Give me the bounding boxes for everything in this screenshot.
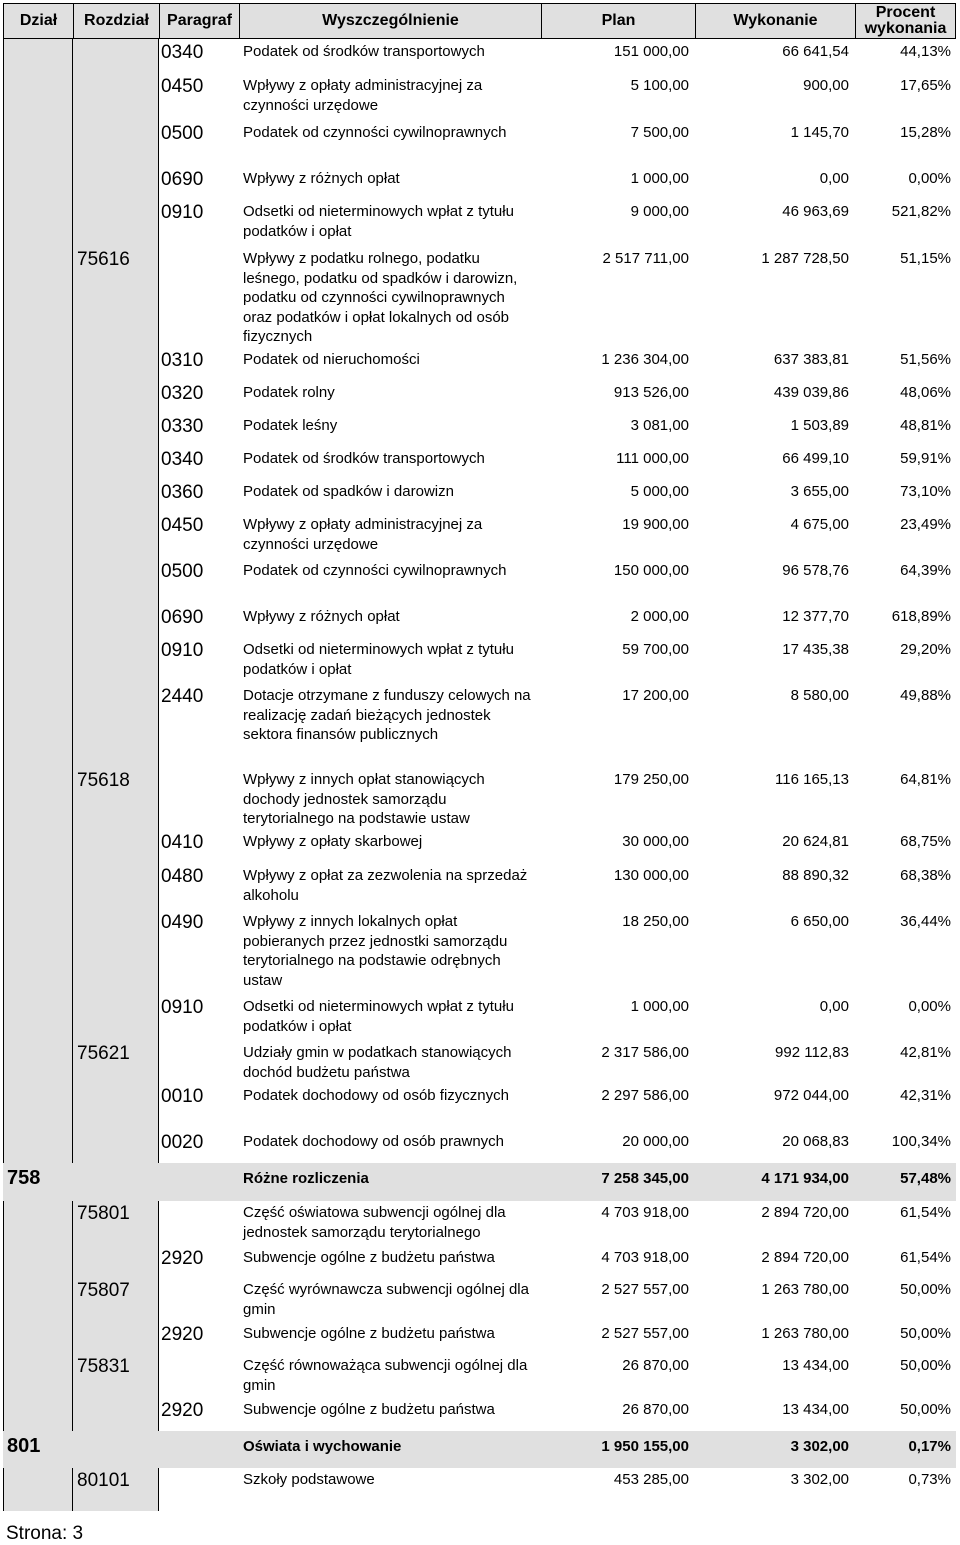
row-procent: 0,00% (908, 170, 951, 187)
paragraf-code: 0910 (161, 997, 204, 1018)
row-wykonanie: 20 624,81 (782, 833, 849, 850)
row-procent: 64,39% (900, 562, 951, 579)
row-procent: 51,15% (900, 250, 951, 267)
row-wykonanie: 3 302,00 (790, 1438, 849, 1455)
row-description: Podatek od czynności cywilnoprawnych (243, 562, 507, 579)
header-rozdzial: Rozdział (74, 4, 160, 38)
row-description: Subwencje ogólne z budżetu państwa (243, 1325, 495, 1342)
row-wykonanie: 3 302,00 (790, 1471, 849, 1488)
table-row (159, 121, 956, 167)
table-row (159, 480, 956, 513)
row-description: Wpływy z opłaty administracyjnej za czynności urzędowe (243, 516, 483, 553)
row-description: Podatek od czynności cywilnoprawnych (243, 124, 507, 141)
row-wykonanie: 8 580,00 (790, 687, 849, 704)
rozdzial-code: 75831 (77, 1356, 130, 1377)
row-procent: 48,06% (900, 384, 951, 401)
row-description: Podatek dochodowy od osób fizycznych (243, 1087, 509, 1104)
row-procent: 42,31% (900, 1087, 951, 1104)
row-procent: 48,81% (900, 417, 951, 434)
table-row (159, 447, 956, 480)
row-description: Szkoły podstawowe (243, 1471, 375, 1488)
row-description: Odsetki od nieterminowych wpłat z tytułu podatków i opłat (243, 641, 514, 678)
row-procent: 57,48% (900, 1170, 951, 1187)
row-plan: 20 000,00 (622, 1133, 689, 1150)
row-wykonanie: 0,00 (819, 170, 849, 187)
row-description: Podatek od środków transportowych (243, 43, 485, 60)
row-description: Część równoważąca subwencji ogólnej dla gmin (243, 1357, 528, 1394)
row-description: Wpływy z opłaty administracyjnej za czynności urzędowe (243, 77, 483, 114)
row-description: Część oświatowa subwencji ogólnej dla jednostek samorządu terytorialnego (243, 1204, 506, 1241)
header-plan: Plan (542, 4, 696, 38)
row-plan: 179 250,00 (613, 771, 689, 788)
table-row (77, 247, 956, 348)
row-plan: 4 703 918,00 (601, 1204, 689, 1221)
table-row (159, 605, 956, 638)
row-description: Różne rozliczenia (243, 1170, 369, 1187)
row-plan: 1 236 304,00 (601, 351, 689, 368)
paragraf-code: 0360 (161, 482, 204, 503)
paragraf-code: 0690 (161, 169, 204, 190)
table-row (159, 910, 956, 995)
table-row (159, 1084, 956, 1130)
row-plan: 913 526,00 (613, 384, 689, 401)
row-procent: 29,20% (900, 641, 951, 658)
row-description: Subwencje ogólne z budżetu państwa (243, 1401, 495, 1418)
row-procent: 17,65% (900, 77, 951, 94)
row-plan: 4 703 918,00 (601, 1249, 689, 1266)
row-plan: 5 000,00 (630, 483, 689, 500)
row-wykonanie: 2 894 720,00 (761, 1204, 849, 1221)
row-description: Podatek dochodowy od osób prawnych (243, 1133, 505, 1150)
paragraf-code: 0910 (161, 640, 204, 661)
row-description: Wpływy z opłat za zezwolenia na sprzedaż alkoholu (243, 867, 528, 904)
row-wykonanie: 992 112,83 (775, 1044, 849, 1061)
row-wykonanie: 66 499,10 (782, 450, 849, 467)
row-description: Podatek od nieruchomości (243, 351, 420, 368)
row-wykonanie: 1 503,89 (790, 417, 849, 434)
row-procent: 0,00% (908, 998, 951, 1015)
row-procent: 59,91% (900, 450, 951, 467)
row-plan: 19 900,00 (622, 516, 689, 533)
row-plan: 151 000,00 (613, 43, 689, 60)
paragraf-code: 0330 (161, 416, 204, 437)
table-row (159, 40, 956, 74)
row-procent: 49,88% (900, 687, 951, 704)
row-wykonanie: 4 171 934,00 (761, 1170, 849, 1187)
row-description: Oświata i wychowanie (243, 1438, 402, 1455)
table-row (77, 1201, 956, 1246)
row-description: Podatek od środków transportowych (243, 450, 485, 467)
row-wykonanie: 900,00 (803, 77, 849, 94)
row-plan: 59 700,00 (622, 641, 689, 658)
row-procent: 68,75% (900, 833, 951, 850)
footer-page-number: 3 (72, 1523, 84, 1544)
paragraf-code: 0320 (161, 383, 204, 404)
row-procent: 68,38% (900, 867, 951, 884)
row-description: Udziały gmin w podatkach stanowiących dochód budżetu państwa (243, 1044, 512, 1081)
table-row (159, 638, 956, 684)
table-row (3, 1163, 956, 1201)
row-description: Część wyrównawcza subwencji ogólnej dla gmin (243, 1281, 529, 1318)
header-wykonanie: Wykonanie (696, 4, 856, 38)
paragraf-code: 0450 (161, 76, 204, 97)
rozdzial-code: 75801 (77, 1203, 130, 1224)
table-row (159, 167, 956, 200)
row-wykonanie: 13 434,00 (782, 1401, 849, 1418)
row-wykonanie: 1 145,70 (790, 124, 849, 141)
footer-label: Strona: (6, 1523, 68, 1544)
row-wykonanie: 88 890,32 (782, 867, 849, 884)
row-description: Odsetki od nieterminowych wpłat z tytułu podatków i opłat (243, 998, 514, 1035)
row-wykonanie: 4 675,00 (790, 516, 849, 533)
table-row (77, 768, 956, 830)
table-row (159, 381, 956, 414)
row-plan: 26 870,00 (622, 1357, 689, 1374)
row-wykonanie: 3 655,00 (790, 483, 849, 500)
table-row (159, 513, 956, 559)
row-plan: 130 000,00 (613, 867, 689, 884)
paragraf-code: 0500 (161, 123, 204, 144)
row-wykonanie: 116 165,13 (775, 771, 849, 788)
row-description: Podatek od spadków i darowizn (243, 483, 454, 500)
row-procent: 36,44% (900, 913, 951, 930)
row-wykonanie: 66 641,54 (782, 43, 849, 60)
row-wykonanie: 20 068,83 (782, 1133, 849, 1150)
row-wykonanie: 2 894 720,00 (761, 1249, 849, 1266)
row-description: Wpływy z innych opłat stanowiących dochody jednostek samorządu terytorialnego na podstawie ustaw (243, 771, 485, 827)
table-row (159, 995, 956, 1041)
table-row (77, 1041, 956, 1084)
header-paragraf: Paragraf (160, 4, 240, 38)
page-footer (6, 1523, 83, 1545)
row-description: Dotacje otrzymane z funduszy celowych na realizację zadań bieżących jednostek sektora finansów publicznych (243, 687, 531, 743)
row-plan: 18 250,00 (622, 913, 689, 930)
row-procent: 50,00% (900, 1357, 951, 1374)
row-plan: 150 000,00 (613, 562, 689, 579)
row-description: Podatek leśny (243, 417, 338, 434)
table-row (159, 414, 956, 447)
header-procent: Procent wykonania (864, 4, 947, 37)
row-procent: 618,89% (891, 608, 951, 625)
row-procent: 0,17% (908, 1438, 951, 1455)
table-row (159, 200, 956, 247)
row-description: Odsetki od nieterminowych wpłat z tytułu podatków i opłat (243, 203, 514, 240)
paragraf-code: 0500 (161, 561, 204, 582)
row-plan: 453 285,00 (613, 1471, 689, 1488)
row-procent: 64,81% (900, 771, 951, 788)
row-procent: 50,00% (900, 1325, 951, 1342)
row-wykonanie: 439 039,86 (773, 384, 849, 401)
row-plan: 111 000,00 (616, 450, 689, 467)
row-plan: 7 500,00 (630, 124, 689, 141)
paragraf-code: 0490 (161, 912, 204, 933)
row-plan: 3 081,00 (630, 417, 689, 434)
row-wykonanie: 46 963,69 (782, 203, 849, 220)
row-procent: 73,10% (900, 483, 951, 500)
paragraf-code: 0910 (161, 202, 204, 223)
table-row (159, 1246, 956, 1278)
row-wykonanie: 1 263 780,00 (761, 1281, 849, 1298)
paragraf-code: 2440 (161, 686, 204, 707)
paragraf-code: 0450 (161, 515, 204, 536)
row-wykonanie: 17 435,38 (782, 641, 849, 658)
row-plan: 9 000,00 (630, 203, 689, 220)
row-procent: 61,54% (900, 1249, 951, 1266)
row-wykonanie: 637 383,81 (773, 351, 849, 368)
rozdzial-code: 75807 (77, 1280, 130, 1301)
rozdzial-code: 75621 (77, 1043, 130, 1064)
row-procent: 50,00% (900, 1281, 951, 1298)
row-plan: 7 258 345,00 (601, 1170, 689, 1187)
rozdzial-code: 75616 (77, 249, 130, 270)
paragraf-code: 0690 (161, 607, 204, 628)
row-wykonanie: 96 578,76 (782, 562, 849, 579)
table-row (159, 684, 956, 768)
paragraf-code: 0010 (161, 1086, 204, 1107)
row-wykonanie: 0,00 (819, 998, 849, 1015)
paragraf-code: 2920 (161, 1324, 204, 1345)
row-wykonanie: 1 263 780,00 (761, 1325, 849, 1342)
row-plan: 17 200,00 (622, 687, 689, 704)
row-plan: 1 000,00 (630, 998, 689, 1015)
row-procent: 50,00% (900, 1401, 951, 1418)
row-procent: 61,54% (900, 1204, 951, 1221)
row-wykonanie: 13 434,00 (782, 1357, 849, 1374)
row-description: Wpływy z innych lokalnych opłat pobieranych przez jednostki samorządu terytorialnego na podstawie odrębnych ustaw (243, 913, 508, 989)
row-procent: 15,28% (900, 124, 951, 141)
row-plan: 30 000,00 (622, 833, 689, 850)
row-plan: 1 950 155,00 (601, 1438, 689, 1455)
table-row (159, 74, 956, 121)
paragraf-code: 0340 (161, 42, 204, 63)
row-procent: 100,34% (891, 1133, 951, 1150)
table-row (159, 348, 956, 381)
row-description: Wpływy z podatku rolnego, podatku leśnego, podatku od spadków i darowizn, podatku od czynności cywilnoprawnych oraz podatków i opłat lokalnych od osób fizycznych (243, 250, 518, 345)
row-plan: 1 000,00 (630, 170, 689, 187)
dzial-code: 801 (7, 1435, 41, 1457)
table-row (77, 1278, 956, 1322)
dzial-code: 758 (7, 1167, 41, 1189)
row-procent: 0,73% (908, 1471, 951, 1488)
paragraf-code: 0340 (161, 449, 204, 470)
row-plan: 2 000,00 (630, 608, 689, 625)
dzial-column-band (3, 39, 73, 1511)
table-row (159, 559, 956, 605)
table-row (159, 830, 956, 864)
rozdzial-code: 75618 (77, 770, 130, 791)
paragraf-code: 0310 (161, 350, 204, 371)
table-header (3, 3, 956, 39)
row-plan: 2 527 557,00 (601, 1325, 689, 1342)
row-wykonanie: 972 044,00 (773, 1087, 849, 1104)
paragraf-code: 2920 (161, 1248, 204, 1269)
row-plan: 2 297 586,00 (601, 1087, 689, 1104)
row-wykonanie: 12 377,70 (782, 608, 849, 625)
row-description: Wpływy z opłaty skarbowej (243, 833, 423, 850)
table-row (159, 1322, 956, 1354)
row-plan: 2 517 711,00 (602, 250, 689, 267)
paragraf-code: 2920 (161, 1400, 204, 1421)
row-procent: 521,82% (891, 203, 951, 220)
row-wykonanie: 1 287 728,50 (761, 250, 849, 267)
table-row (3, 1431, 956, 1468)
row-plan: 2 317 586,00 (601, 1044, 689, 1061)
table-row (77, 1354, 956, 1398)
row-plan: 2 527 557,00 (601, 1281, 689, 1298)
table-row (159, 1398, 956, 1431)
paragraf-code: 0020 (161, 1132, 204, 1153)
row-description: Wpływy z różnych opłat (243, 608, 400, 625)
paragraf-code: 0410 (161, 832, 204, 853)
row-description: Podatek rolny (243, 384, 335, 401)
row-procent: 44,13% (900, 43, 951, 60)
header-wyszczegolnienie: Wyszczególnienie (240, 4, 542, 38)
row-procent: 42,81% (900, 1044, 951, 1061)
row-description: Subwencje ogólne z budżetu państwa (243, 1249, 495, 1266)
header-dzial: Dział (4, 4, 74, 38)
row-description: Wpływy z różnych opłat (243, 170, 400, 187)
row-plan: 5 100,00 (630, 77, 689, 94)
table-row (77, 1468, 956, 1508)
row-procent: 51,56% (900, 351, 951, 368)
row-procent: 23,49% (900, 516, 951, 533)
table-row (159, 1130, 956, 1163)
paragraf-code: 0480 (161, 866, 204, 887)
table-row (159, 864, 956, 910)
rozdzial-code: 80101 (77, 1470, 130, 1491)
row-plan: 26 870,00 (622, 1401, 689, 1418)
row-wykonanie: 6 650,00 (790, 913, 849, 930)
